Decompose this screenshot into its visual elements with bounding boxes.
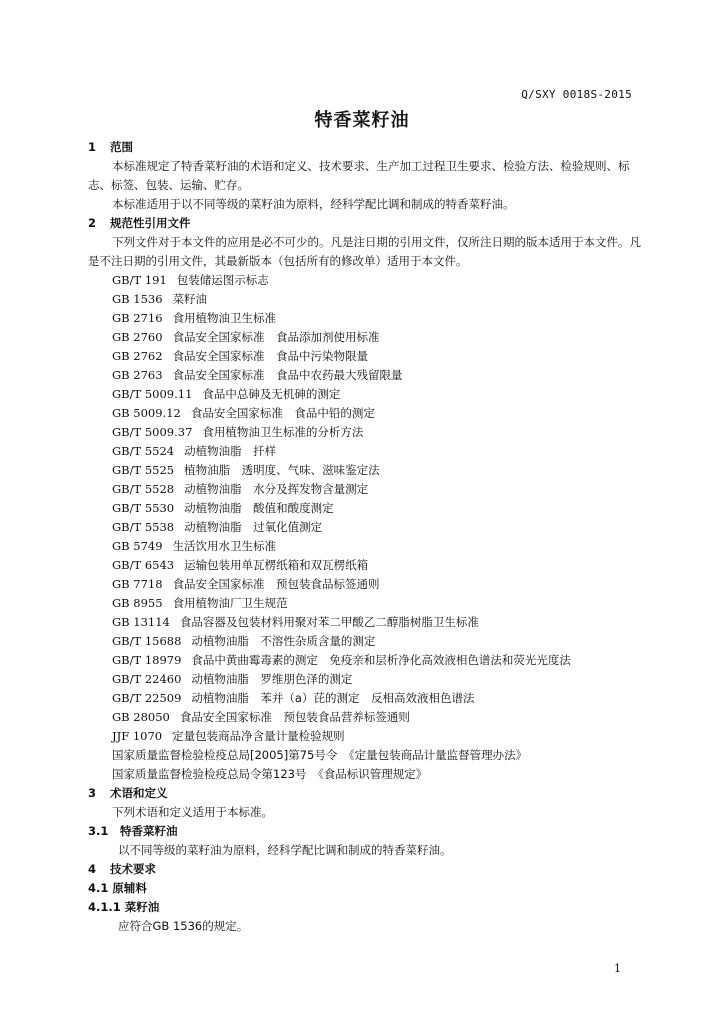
- regulation-item: 国家质量监督检验检疫总局令第123号 《食品标识管理规定》: [112, 767, 428, 781]
- reference-item: [88, 670, 648, 689]
- reference-name: 食品安全国家标准 食品中农药最大残留限量: [172, 368, 403, 382]
- reference-item: [88, 499, 648, 518]
- section-1-heading: [88, 138, 648, 157]
- reference-item: [88, 271, 648, 290]
- reference-name: 食用植物油卫生标准: [172, 311, 277, 325]
- reference-code: GB/T 5530: [112, 501, 175, 515]
- reference-code: JJF 1070: [112, 729, 163, 743]
- reference-code: GB 5749: [112, 539, 163, 553]
- reference-code: GB 1536: [112, 292, 163, 306]
- reference-name: 食品中总砷及无机砷的测定: [202, 387, 341, 401]
- standard-code: Q/SXY 0018S-2015: [521, 88, 632, 101]
- section-4-heading: [88, 860, 648, 879]
- reference-item: [88, 556, 648, 575]
- reference-name: 包装储运图示标志: [176, 273, 269, 287]
- reference-code: GB/T 15688: [112, 634, 182, 648]
- reference-name: 菜籽油: [172, 292, 208, 306]
- subsection-4-1-1-heading: 4.1.1 菜籽油: [88, 900, 160, 914]
- reference-name: 食品安全国家标准 食品添加剂使用标准: [172, 330, 380, 344]
- reference-code: GB 13114: [112, 615, 170, 629]
- section-title: 规范性引用文件: [110, 216, 191, 230]
- reference-code: GB/T 22509: [112, 691, 182, 705]
- reference-name: 动植物油脂 过氧化值测定: [184, 520, 323, 534]
- section-number: 4: [88, 862, 97, 876]
- reference-name: 运输包装用单瓦楞纸箱和双瓦楞纸箱: [184, 558, 369, 572]
- reference-name: 动植物油脂 不溶性杂质含量的测定: [191, 634, 376, 648]
- section-title: 范围: [110, 140, 134, 154]
- reference-item: [88, 290, 648, 309]
- reference-item: [88, 328, 648, 347]
- reference-item: [88, 442, 648, 461]
- reference-item: [88, 727, 648, 746]
- reference-item: [88, 461, 648, 480]
- terms-intro: 下列术语和定义适用于本标准。: [112, 805, 273, 819]
- reference-code: GB 2760: [112, 330, 163, 344]
- reference-item: [88, 575, 648, 594]
- reference-code: GB/T 22460: [112, 672, 182, 686]
- reference-item: [88, 632, 648, 651]
- reference-item: [88, 594, 648, 613]
- reference-code: GB/T 5525: [112, 463, 175, 477]
- reference-code: GB/T 5009.37: [112, 425, 193, 439]
- reference-code: GB 5009.12: [112, 406, 181, 420]
- term-definition: 以不同等级的菜籽油为原料，经科学配比调和制成的特香菜籽油。: [118, 843, 452, 857]
- reference-item: [88, 518, 648, 537]
- reference-code: GB 2763: [112, 368, 163, 382]
- reference-name: 动植物油脂 水分及挥发物含量测定: [184, 482, 369, 496]
- subsection-title: 特香菜籽油: [120, 824, 178, 838]
- reference-name: 动植物油脂 苯并（a）芘的测定 反相高效液相色谱法: [191, 691, 475, 705]
- section-2-heading: [88, 214, 648, 233]
- subsection-number: 3.1: [88, 824, 109, 838]
- reference-item: [88, 480, 648, 499]
- reference-name: 食品容器及包装材料用聚对苯二甲酸乙二醇脂树脂卫生标准: [179, 615, 479, 629]
- references-intro: 下列文件对于本文件的应用是必不可少的。凡是注日期的引用文件，仅所注日期的版本适用于本文件。凡是不注日期的引用文件，其最新版本（包括所有的修改单）适用于本文件。: [88, 235, 641, 268]
- reference-code: GB/T 191: [112, 273, 167, 287]
- reference-code: GB 8955: [112, 596, 163, 610]
- section-number: 1: [88, 140, 97, 154]
- reference-item: [88, 366, 648, 385]
- reference-code: GB 28050: [112, 710, 170, 724]
- reference-name: 植物油脂 透明度、气味、滋味鉴定法: [184, 463, 380, 477]
- reference-item: [88, 423, 648, 442]
- reference-name: 食品安全国家标准 食品中污染物限量: [172, 349, 369, 363]
- section-number: 3: [88, 786, 97, 800]
- regulation-item: 国家质量监督检验检疫总局[2005]第75号令 《定量包装商品计量监督管理办法》: [112, 748, 528, 762]
- reference-name: 动植物油脂 罗维朋色泽的测定: [191, 672, 353, 686]
- reference-item: [88, 651, 648, 670]
- reference-name: 动植物油脂 酸值和酸度测定: [184, 501, 334, 515]
- reference-item: [88, 385, 648, 404]
- subsection-3-1-heading: [88, 822, 648, 841]
- reference-item: [88, 309, 648, 328]
- reference-name: 定量包装商品净含量计量检验规则: [172, 729, 345, 743]
- reference-code: GB/T 6543: [112, 558, 175, 572]
- reference-code: GB 2716: [112, 311, 163, 325]
- reference-item: [88, 708, 648, 727]
- reference-name: 生活饮用水卫生标准: [172, 539, 277, 553]
- reference-name: 食用植物油卫生标准的分析方法: [202, 425, 364, 439]
- scope-paragraph-2: 本标准适用于以不同等级的菜籽油为原料，经科学配比调和制成的特香菜籽油。: [112, 197, 515, 211]
- reference-code: GB/T 5524: [112, 444, 175, 458]
- section-number: 2: [88, 216, 97, 230]
- reference-item: [88, 613, 648, 632]
- page-number: 1: [614, 962, 621, 975]
- scope-paragraph-1: 本标准规定了特香菜籽油的术语和定义、技术要求、生产加工过程卫生要求、检验方法、检验规则、标志、标签、包装、运输、贮存。: [88, 159, 630, 192]
- reference-code: GB/T 5528: [112, 482, 175, 496]
- requirement-text: 应符合GB 1536的规定。: [118, 919, 249, 933]
- document-body: [88, 138, 648, 936]
- section-3-heading: [88, 784, 648, 803]
- reference-code: GB/T 5538: [112, 520, 175, 534]
- reference-item: [88, 347, 648, 366]
- reference-name: 动植物油脂 扦样: [184, 444, 277, 458]
- reference-name: 食品安全国家标准 预包装食品标签通则: [172, 577, 380, 591]
- reference-item: [88, 404, 648, 423]
- reference-code: GB 7718: [112, 577, 163, 591]
- document-title: 特香菜籽油: [314, 110, 410, 131]
- section-title: 技术要求: [110, 862, 157, 876]
- reference-name: 食用植物油厂卫生规范: [172, 596, 288, 610]
- reference-code: GB/T 18979: [112, 653, 182, 667]
- reference-code: GB 2762: [112, 349, 163, 363]
- reference-name: 食品中黄曲霉毒素的测定 免疫亲和层析净化高效液相色谱法和荧光光度法: [191, 653, 571, 667]
- reference-name: 食品安全国家标准 食品中铅的测定: [190, 406, 375, 420]
- reference-name: 食品安全国家标准 预包装食品营养标签通则: [179, 710, 410, 724]
- subsection-4-1-heading: 4.1 原辅料: [88, 881, 147, 895]
- section-title: 术语和定义: [110, 786, 168, 800]
- reference-code: GB/T 5009.11: [112, 387, 193, 401]
- reference-item: [88, 537, 648, 556]
- reference-item: [88, 689, 648, 708]
